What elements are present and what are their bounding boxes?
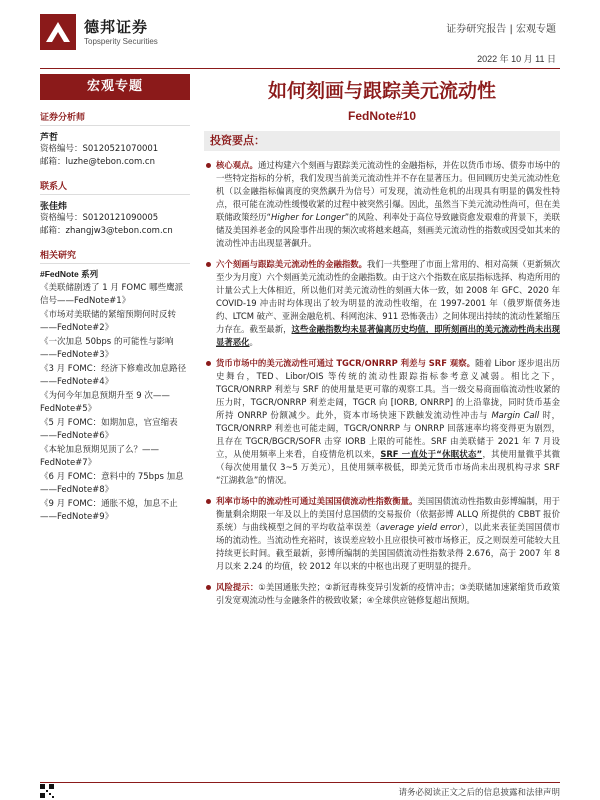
- key-point-text: ”的风险、利率处于高位导致融资愈发艰难的背景下，美联储及美国养老金的风险事件出现的频次或将越来越高，刻画美元流动性的指数或因受如其来的流动性冲击出现显著飙升。: [216, 212, 560, 248]
- page-header: [0, 0, 600, 72]
- research-item[interactable]: 《9 月 FOMC：通胀不熄，加息不止——FedNote#9》: [40, 499, 178, 522]
- key-point-lead: 风险提示：: [216, 582, 259, 592]
- bullet-icon: [206, 361, 211, 366]
- key-point-indices: [204, 258, 560, 349]
- contact-email[interactable]: 邮箱：zhangjw3@tebon.com.cn: [40, 226, 173, 236]
- analyst-cert: 资格编号：S0120521070001: [40, 144, 159, 154]
- contact-name: 张佳炜: [40, 202, 68, 212]
- research-item[interactable]: 《一次加息 50bps 的可能性与影响——FedNote#3》: [40, 337, 174, 360]
- research-item[interactable]: 《6 月 FOMC：意料中的 75bps 加息——FedNote#8》: [40, 472, 184, 495]
- report-title: 如何刻画与跟踪美元流动性: [267, 80, 496, 102]
- research-item[interactable]: 《市场对美联储的紧缩预期何时反转——FedNote#2》: [40, 310, 177, 333]
- key-point-text: 随着 Libor 逐步退出历史舞台，TED、Libor/OIS 等传统的流动性跟踪指标参考意义减弱。相比之下，TGCR/ONRRP 利差与 SRF 的使用量是更可靠的观察工具。当一级交易商面临流动性收紧的压力时，TGCR/ONRRP 利差走阔，TGCR 向 [IORB, ONRRP] 的上沿靠拢，同时货币基金所持 ONRRP 份额减少。此外，资本市场快速下跌触发流动性冲击与: [216, 358, 560, 420]
- key-point-text: 。: [249, 337, 258, 347]
- key-point-lead: 货币市场中的美元流动性可通过 TGCR/ONRRP 利差与 SRF 观察。: [216, 358, 476, 368]
- brand-name-en: Topsperity Securities: [84, 37, 158, 46]
- research-item[interactable]: 《为何今年加息预期升至 9 次——FedNote#5》: [40, 391, 170, 414]
- bullet-icon: [206, 163, 211, 168]
- contact-header: 联系人: [40, 177, 190, 195]
- key-point-core: [204, 159, 560, 250]
- report-subtitle: FedNote#10: [347, 109, 417, 123]
- key-point-text: ），以此来表征美国国债市场的流动性。当流动性充裕时，该误差应较小且应很快可被市场修正，反之则误差可能较大且持续更长时间。截至最新，彭博所编制的美国国债流动性指数录得 2.676，高于 2007 年 8 月以来 2.24 的均值，较 2012 年以来的中枢也出现了更明显的提升。: [216, 522, 560, 571]
- research-item[interactable]: 《3 月 FOMC：经济下修难改加息路径——FedNote#4》: [40, 364, 187, 387]
- contact-cert: 资格编号：S0120121090005: [40, 213, 159, 223]
- key-point-rates-market: [204, 495, 560, 573]
- key-point-emphasis: SRF 一直处于“休眠状态”: [380, 449, 483, 459]
- analyst-email[interactable]: 邮箱：luzhe@tebon.com.cn: [40, 157, 155, 167]
- footer-divider: [40, 782, 560, 783]
- key-point-text: ①美国通胀失控；②新冠毒株变异引发新的疫情冲击；③美联储加速紧缩货币政策引发宽观流动性与金融条件的极致收紧；④全球供应链修复超出预期。: [216, 582, 560, 605]
- key-point-text: 通过构建六个刻画与跟踪美元流动性的金融指标，并佐以货币市场、债券市场中的一些特定指标的分析，我们发现当前美元流动性并不存在显著压力。但回顾历史美元流动性危机（以金融指标偏离度的突然飙升为信号）可发现，流动性危机的出现具有明显的偶发性特点，很可能在流动性缓慢收紧的过程中被突然引爆。因此，虽然当下美元流动性尚可，但在美联储政策经历“: [216, 160, 560, 222]
- report-date: 2022 年 10 月 11 日: [477, 54, 556, 64]
- qr-code-icon: [40, 784, 54, 798]
- key-points-header: 投资要点：: [204, 131, 560, 151]
- header-divider: [40, 68, 560, 69]
- key-point-text: 我们一共整理了市面上常用的、相对高频（更新频次至少为月度）六个刻画美元流动性的金融指数。由于这六个指数在底层指标选择、构造所用的计量公式上大体相近，所以他们对美元流动性的刻画大体一致，如 2008 年 GFC、2020 年 COVID-19 冲击时均体现出了较为明显的流动性收缩，在 1997-2001 年（俄罗斯债务违约、LTCM 破产、亚洲金融危机、科网泡沫、911 恐怖袭击）之间体现出持续的流动性紧缩压力存在。截至最新，: [216, 259, 561, 334]
- key-point-money-market: [204, 357, 560, 487]
- research-item[interactable]: 《本轮加息预期见顶了么？——FedNote#7》: [40, 445, 160, 468]
- bullet-icon: [206, 499, 211, 504]
- research-item[interactable]: 《美联储剧透了 1 月 FOMC 哪些鹰派信号——FedNote#1》: [40, 283, 184, 306]
- sidebar: [40, 74, 190, 523]
- key-point-text: 美国国债流动性指数由彭博编制，用于衡量剩余期限一年及以上的美国付息国债的交易报价（依据彭博 ALLQ 所提供的 CBBT 报价系统）与曲线模型之间的平均收益率误差（: [216, 496, 560, 532]
- main-content: [204, 74, 560, 607]
- brand-name-cn: 德邦证券: [84, 18, 149, 36]
- key-point-lead: 核心观点。: [216, 160, 258, 170]
- key-point-text: ，其使用量微乎其微（每次使用量仅 3~5 万美元），且使用频率极低，即美元货币市场尚未出现机构寻求 SRF “江湖救急”的情况。: [216, 449, 560, 485]
- key-point-italic: average yield error: [379, 522, 461, 532]
- key-point-lead: 六个刻画与跟踪美元流动性的金融指数。: [216, 259, 368, 269]
- key-point-lead: 利率市场中的流动性可通过美国国债流动性指数衡量。: [216, 496, 418, 506]
- tebon-logo-icon: [40, 14, 76, 50]
- research-header: 相关研究: [40, 246, 190, 264]
- research-item[interactable]: 《5 月 FOMC：如期加息，官宣缩表——FedNote#6》: [40, 418, 178, 441]
- bullet-icon: [206, 585, 211, 590]
- analyst-name: 芦哲: [40, 133, 59, 143]
- key-point-italic: Margin Call: [491, 410, 540, 420]
- key-point-italic: Higher for Longer: [270, 212, 345, 222]
- key-point-emphasis: 这些金融指数均未显著偏离历史均值，即所刻画出的美元流动性尚未出现显著恶化: [216, 324, 560, 347]
- key-point-text: 时，TGCR/ONRRP 利差也可能走阔，TGCR/ONRRP 与 ONRRP 回落速率均将变得更为剧烈，且存在 TGCR/BGCR/SOFR 击穿 IORB 上限的可能性。SRF 由美联储于 2021 年 7 月设立，从使用频率上来看，自疫情危机以来，: [216, 410, 560, 459]
- bullet-icon: [206, 262, 211, 267]
- research-series: #FedNote 系列: [40, 269, 99, 279]
- report-category: 证券研究报告 | 宏观专题: [446, 24, 556, 35]
- legal-disclaimer: 请务必阅读正文之后的信息披露和法律声明: [398, 788, 560, 798]
- key-point-risk: [204, 581, 560, 607]
- analyst-header: 证券分析师: [40, 108, 190, 126]
- section-tag: 宏观专题: [40, 74, 190, 100]
